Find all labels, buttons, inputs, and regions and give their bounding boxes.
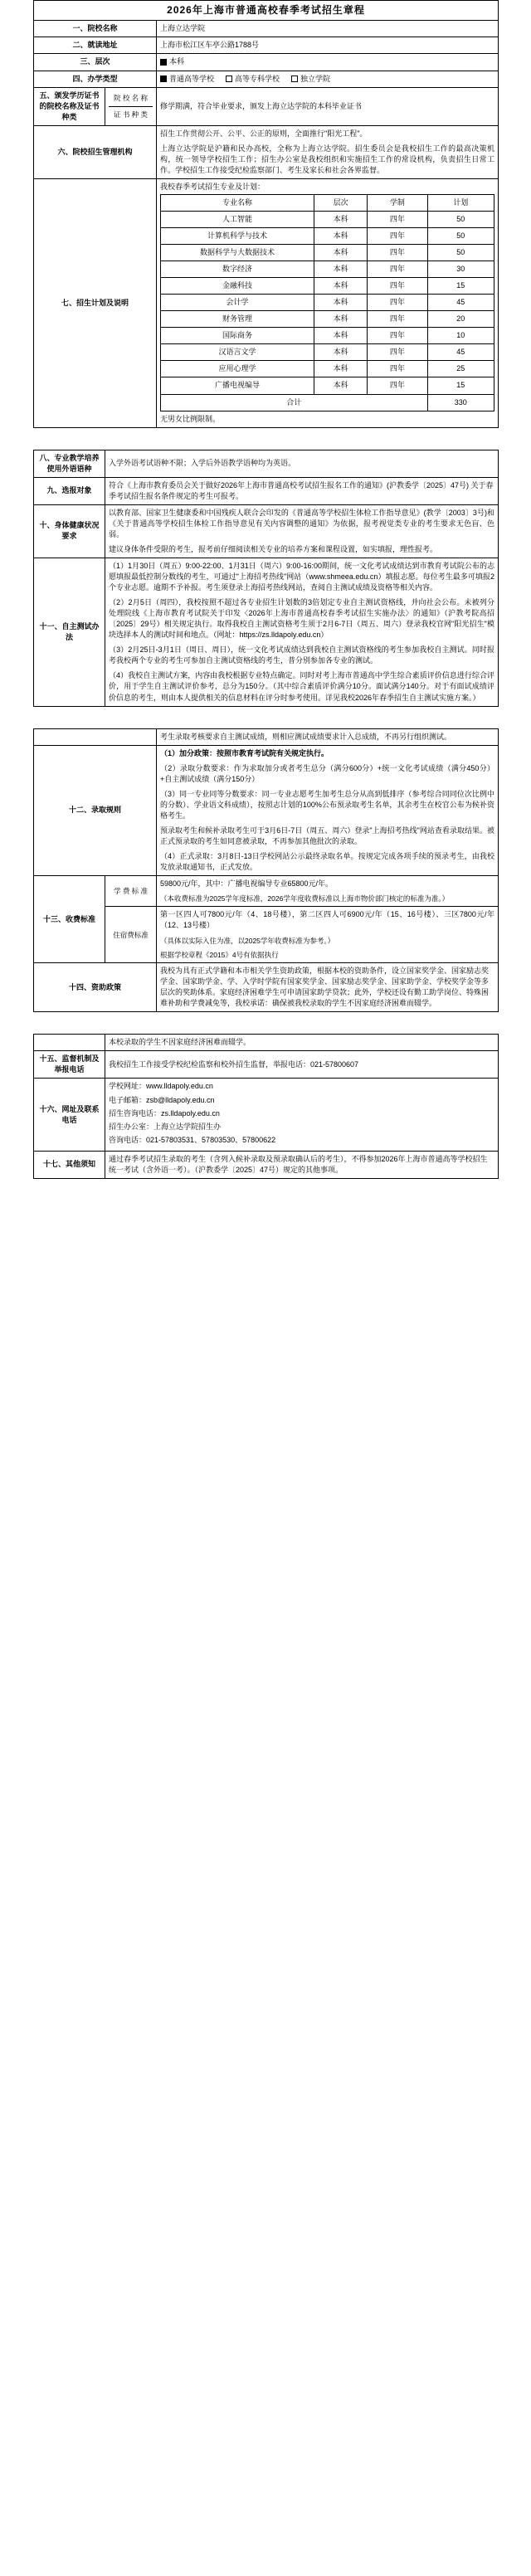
object-label: 九、选报对象 [34, 477, 105, 504]
page-gap [0, 428, 531, 450]
address-value: 上海市松江区车亭公路1788号 [157, 37, 499, 54]
plan-cell-major: 广播电视编导 [161, 377, 314, 394]
address-label: 二、就读地址 [34, 37, 157, 54]
exam-label: 十一、自主测试办法 [34, 558, 105, 706]
table-row [161, 344, 494, 361]
fee-tuition-text-2: （本收费标准为2025学年度标准，2026学年度收费标准以上海市物价部门核定的标准为准。） [160, 894, 450, 903]
plan-cell-level: 本科 [314, 344, 367, 361]
fee-tuition-label: 学 费 标 准 [105, 876, 157, 907]
plan-cell-quota: 10 [427, 328, 494, 344]
plan-cell-level: 本科 [314, 261, 367, 278]
table-row [34, 504, 499, 558]
contact-line-email: 电子邮箱：zsb@lldapoly.edu.cn [109, 1095, 215, 1104]
checkbox-type-duli[interactable] [291, 74, 330, 85]
table-row [34, 125, 499, 178]
fee-dorm-text-1: 第一区四人可7800元/年（4、18号楼），第二区四人可6900元/年（15、16号楼）、三区7800元/年（12、13号楼） [160, 910, 494, 930]
table-row [34, 1051, 499, 1079]
section-block-3 [33, 728, 498, 1013]
contact-value [105, 1079, 499, 1151]
contact-label: 十六、网址及联系电话 [34, 1079, 105, 1151]
supervise-value: 我校招生工作接受学校纪检监察和校外招生监督，举报电话：021-57800607 [105, 1051, 499, 1079]
exam-value [105, 558, 499, 706]
table-row [161, 295, 494, 311]
admit-para-1: （1）加分政策：按照市教育考试院有关规定执行。 [160, 748, 329, 757]
admit-value [157, 745, 499, 875]
fee-tuition-value [157, 876, 499, 907]
plan-table-header-row [161, 194, 494, 211]
other-label: 十七、其他须知 [34, 1151, 105, 1178]
plan-cell-major: 人工智能 [161, 212, 314, 228]
plan-table [160, 194, 494, 411]
table-row [34, 963, 499, 1012]
plan-cell-quota: 25 [427, 361, 494, 377]
aid-label: 十四、资助政策 [34, 963, 157, 1012]
plan-header-2: 学制 [368, 194, 427, 211]
checkbox-icon [226, 75, 232, 82]
contact-line-website: 学校网址：www.lldapoly.edu.cn [109, 1082, 213, 1091]
page-gap [0, 1012, 531, 1034]
health-value [105, 504, 499, 558]
table-row [161, 311, 494, 328]
org-label: 六、院校招生管理机构 [34, 125, 157, 178]
plan-cell-quota: 15 [427, 278, 494, 295]
health-label: 十、身体健康状况要求 [34, 504, 105, 558]
school-name-label: 一、院校名称 [34, 21, 157, 37]
table-row [34, 21, 499, 37]
fee-dorm-label: 住宿费标准 [105, 907, 157, 963]
exam-para-3: （3）2月25日-3月1日（周日、周日），统一文化考试成绩达到我校自主测试资格线的考生参加我校自主测试。同时报考我校两个专业的考生可参加自主测试资格线的考生，普分别参加各专业的测试。 [109, 645, 494, 665]
plan-total-label: 合计 [161, 394, 428, 411]
table-row [34, 745, 499, 875]
level-label: 三、层次 [34, 54, 157, 71]
plan-cell-major: 计算机科学与技术 [161, 228, 314, 245]
plan-total-row [161, 394, 494, 411]
org-text-1: 招生工作贯彻公开、公平、公正的原则，全面推行"阳光工程"。 [160, 129, 368, 138]
plan-cell-duration: 四年 [368, 344, 427, 361]
table-row [34, 558, 499, 706]
checkbox-type-putong[interactable] [160, 74, 214, 85]
plan-cell-major: 财务管理 [161, 311, 314, 328]
supervise-label: 十五、监督机制及举报电话 [34, 1051, 105, 1079]
main-table-top [33, 0, 499, 428]
plan-cell-duration: 四年 [368, 261, 427, 278]
plan-cell-level: 本科 [314, 295, 367, 311]
document-title: 2026年上海市普通高校春季考试招生章程 [34, 1, 499, 21]
table-row [161, 261, 494, 278]
cert-sub-label-2: 证 书 种 类 [109, 106, 153, 119]
fee-label: 十三、收费标准 [34, 876, 105, 963]
plan-note: 无男女比例限制。 [160, 414, 221, 423]
table-row [161, 361, 494, 377]
plan-cell-level: 本科 [314, 311, 367, 328]
exam-para-1: （1）1月30日（周五）9:00-22:00、1月31日（周六）9:00-16:00期间，统一文化考试成绩达到市教育考试院公布的志愿填报最低控制分数线的考生，可通过"上海招考热线"网站（www.shmeea.edu.cn）填报志愿。每位考生最多可填报2个专业志愿。逾期不予补报。考生须登录上海招考热线网站，查阅自主测试成绩及资格等相关内容。 [109, 561, 494, 592]
checkbox-type-zhuanke[interactable] [226, 74, 280, 85]
plan-cell-duration: 四年 [368, 278, 427, 295]
plan-cell-duration: 四年 [368, 361, 427, 377]
school-name-value: 上海立达学院 [157, 21, 499, 37]
plan-intro: 我校春季考试招生专业及计划： [160, 182, 266, 191]
plan-total-value: 330 [427, 394, 494, 411]
table-row [34, 477, 499, 504]
plan-cell-level: 本科 [314, 228, 367, 245]
plan-cell-major: 数字经济 [161, 261, 314, 278]
table-row [161, 245, 494, 261]
plan-label: 七、招生计划及说明 [34, 178, 157, 427]
exam-para-4: （4）我校自主测试方案，内容由我校根据专业特点确定。同时对考上海市普通高中学生综合素质评价信息进行综合评价，用于学生自主测试评价参考，总分为150分。（其中综合素质评价满分10分。面试满分140分。对于有面试成绩评价信息的考生，则由本人提供相关的信息材料在评分时参考使用。详见我校2026年春季招生自主测试实施方案。） [109, 671, 494, 702]
cert-sub-label-1: 院 校 名 称 [113, 94, 149, 103]
plan-cell-duration: 四年 [368, 212, 427, 228]
table-row [34, 37, 499, 54]
table-row [34, 876, 499, 907]
fee-dorm-value [157, 907, 499, 963]
checkbox-label: 独立学院 [300, 74, 331, 83]
plan-cell-duration: 四年 [368, 245, 427, 261]
section-block-1 [33, 0, 498, 428]
plan-cell-level: 本科 [314, 377, 367, 394]
plan-cell-level: 本科 [314, 328, 367, 344]
plan-cell-major: 金融科技 [161, 278, 314, 295]
plan-cell-duration: 四年 [368, 377, 427, 394]
plan-cell-duration: 四年 [368, 228, 427, 245]
exam-para-2: （2）2月5日（周四），我校按照不超过各专业招生计划数的3倍划定专业自主测试资格线，并向社会公布。未被列分处理院线《上海市教育考试院关于印发〈2026年上海市普通高校春季考试招生实施办法〉的通知》（沪教考院高招〔2025〕29号）相关规定执行。取得我校自主测试资格考生须于2月6-7日（周五、周六）登录我校官网"阳光招生"模块选择本人的测试时间和地点。（网址：https://zs.lldapoly.edu.cn） [109, 598, 494, 640]
main-table-bottom [33, 1034, 499, 1178]
plan-cell-major: 国际商务 [161, 328, 314, 344]
plan-cell-duration: 四年 [368, 328, 427, 344]
plan-cell-quota: 50 [427, 245, 494, 261]
plan-cell-major: 汉语言文学 [161, 344, 314, 361]
supervise-continuation: 本校录取的学生不因家庭经济困难而辍学。 [105, 1035, 499, 1051]
admit-para-4: 预录取考生和候补录取考生可于3月6日-7日（周五、周六）登录"上海招考热线"网站查看录取结果。被正式预录取的考生如同意被录取，不再参加其他批次的录取。 [160, 825, 494, 845]
table-row [34, 87, 499, 125]
checkbox-icon [160, 75, 167, 82]
table-row [34, 728, 499, 745]
plan-cell-major: 应用心理学 [161, 361, 314, 377]
table-row [161, 212, 494, 228]
fee-dorm-text-3: 根据学校章程《2015》4号有依据执行 [160, 950, 279, 959]
plan-cell-quota: 50 [427, 212, 494, 228]
contact-line-phone: 咨询电话：021-57803531、57803530、57800622 [109, 1135, 276, 1144]
page-gap [0, 707, 531, 728]
table-row [34, 1035, 499, 1051]
table-row [34, 54, 499, 71]
plan-header-1: 层次 [314, 194, 367, 211]
fee-tuition-text-1: 59800元/年，其中：广播电视编导专业65800元/年。 [160, 879, 334, 889]
admit-para-0: 考生录取考核要求自主测试成绩，则相应测试成绩要求计入总成绩，不再另行组织测试。 [160, 732, 452, 741]
admit-para-3: （3）同一专业同等分数要求：同一专业志愿考生加考生总分从高到低排序（参考综合同同位次比例中的分数）、学业语文科成绩），按照志计划的100%公布预录取考生名单，其余考生在校官公布为候补资格考生。 [160, 789, 494, 820]
checkbox-icon [160, 59, 167, 66]
checkbox-label: 本科 [169, 57, 185, 66]
org-value [157, 125, 499, 178]
plan-cell-major: 会计学 [161, 295, 314, 311]
plan-cell-duration: 四年 [368, 295, 427, 311]
type-value [157, 71, 499, 87]
language-value: 入学外语考试语种不限；入学后外语教学语种均为英语。 [105, 450, 499, 477]
table-row [161, 228, 494, 245]
table-row [34, 450, 499, 477]
plan-cell-quota: 20 [427, 311, 494, 328]
health-text-1: 以教育部、国家卫生健康委和中国残疾人联合会印发的《普通高等学校招生体检工作指导意见》(教学〔2003〕3号)和《关于普通高等学校招生体检工作指导意见有关内容调整的通知》为依据，报考视觉类专业的考生要求无色盲、色弱。 [109, 508, 494, 538]
cert-text: 修学期满，符合毕业要求，颁发上海立达学院的本科毕业证书 [157, 87, 499, 125]
plan-cell-quota: 15 [427, 377, 494, 394]
object-value: 符合《上海市教育委员会关于做好2026年上海市普通高校考试招生报名工作的通知》(沪教委学〔2025〕47号) 关于春季考试招生报名条件规定的考生可报考。 [105, 477, 499, 504]
table-row [34, 1079, 499, 1151]
type-label: 四、办学类型 [34, 71, 157, 87]
cert-label: 五、颁发学历证书的院校名称及证书种类 [34, 87, 105, 125]
checkbox-label: 普通高等学校 [169, 74, 215, 83]
plan-value [157, 178, 499, 427]
contact-line-office: 招生办公室：上海立达学院招生办 [109, 1122, 222, 1131]
table-row [34, 178, 499, 427]
org-text-2: 上海立达学院是沪籍和民办高校，全称为上海立达学院。招生委员会是我校招生工作的最高决策机构，统一领导学校招生工作；招生办公室是我校组织和实施招生工作的常设机构，负责招生日常工作。学校招生工作接受纪检监察部门、考生及家长和社会各界监督。 [160, 144, 495, 174]
aid-value: 我校为具有正式学籍和本市相关学生资助政策，根据本校的资助条件，设立国家奖学金、国家励志奖学金、国家助学金、学、入学时学院有国家奖学金、国家励志奖学金、国家助学金、学校奖学金等多层次的奖助体系。家庭经济困难学生可申请国家助学贷款；此外，学校还设有勤工助学岗位、特殊困难补助和学费减免等，我校承诺：确保被我校录取的学生不因家庭经济困难而辍学。 [157, 963, 499, 1012]
checkbox-label: 高等专科学校 [235, 74, 280, 83]
plan-cell-quota: 45 [427, 295, 494, 311]
plan-cell-quota: 45 [427, 344, 494, 361]
table-row [161, 328, 494, 344]
plan-cell-level: 本科 [314, 278, 367, 295]
table-row [34, 71, 499, 87]
contact-line-site: 招生咨询电话：zs.lldapoly.edu.cn [109, 1108, 220, 1118]
table-row [161, 377, 494, 394]
plan-cell-quota: 50 [427, 228, 494, 245]
admit-label: 十二、录取规则 [34, 745, 157, 875]
document-page [0, 0, 531, 1179]
admit-para-5: （4）正式录取：3月8日-13日学校网站公示最终录取名单。按规定完成各项手续的预录考生，由我校发放录取通知书，正式发放。 [160, 851, 494, 872]
plan-cell-major: 数据科学与大数据技术 [161, 245, 314, 261]
cert-sub-labels [105, 87, 157, 125]
admit-para-2: （2）录取分数要求：作为求取加分或者考生总分（满分600分）+统一文化考试成绩（满分450分）+自主测试成绩（满分150分） [160, 763, 494, 783]
main-table-mid2 [33, 728, 499, 1013]
plan-cell-level: 本科 [314, 361, 367, 377]
table-row [34, 1, 499, 21]
checkbox-level-benke[interactable] [160, 56, 184, 67]
health-text-2: 建议身体条件受限的考生，报考前仔细阅读相关专业的培养方案和课程设置，如实填报，理性报考。 [109, 544, 438, 553]
table-row [34, 1151, 499, 1178]
section-block-2 [33, 450, 498, 707]
language-label: 八、专业教学培养使用外语语种 [34, 450, 105, 477]
admit-continuation [157, 728, 499, 745]
fee-dorm-text-2: （具体以实际入住为准，以2025学年收费标准为参考。） [160, 936, 335, 945]
plan-cell-quota: 30 [427, 261, 494, 278]
plan-header-0: 专业名称 [161, 194, 314, 211]
other-value: 通过春季考试招生录取的考生（含列入候补录取及预录取确认后的考生），不得参加2026年上海市普通高等学校招生统一考试（含外语一考）。（沪教委学〔2025〕47号）规定的其他事项。 [105, 1151, 499, 1178]
checkbox-icon [291, 75, 298, 82]
table-row [161, 278, 494, 295]
plan-cell-level: 本科 [314, 212, 367, 228]
level-value [157, 54, 499, 71]
main-table-mid1 [33, 450, 499, 707]
plan-cell-level: 本科 [314, 245, 367, 261]
plan-header-3: 计划 [427, 194, 494, 211]
plan-cell-duration: 四年 [368, 311, 427, 328]
section-block-4 [33, 1034, 498, 1178]
